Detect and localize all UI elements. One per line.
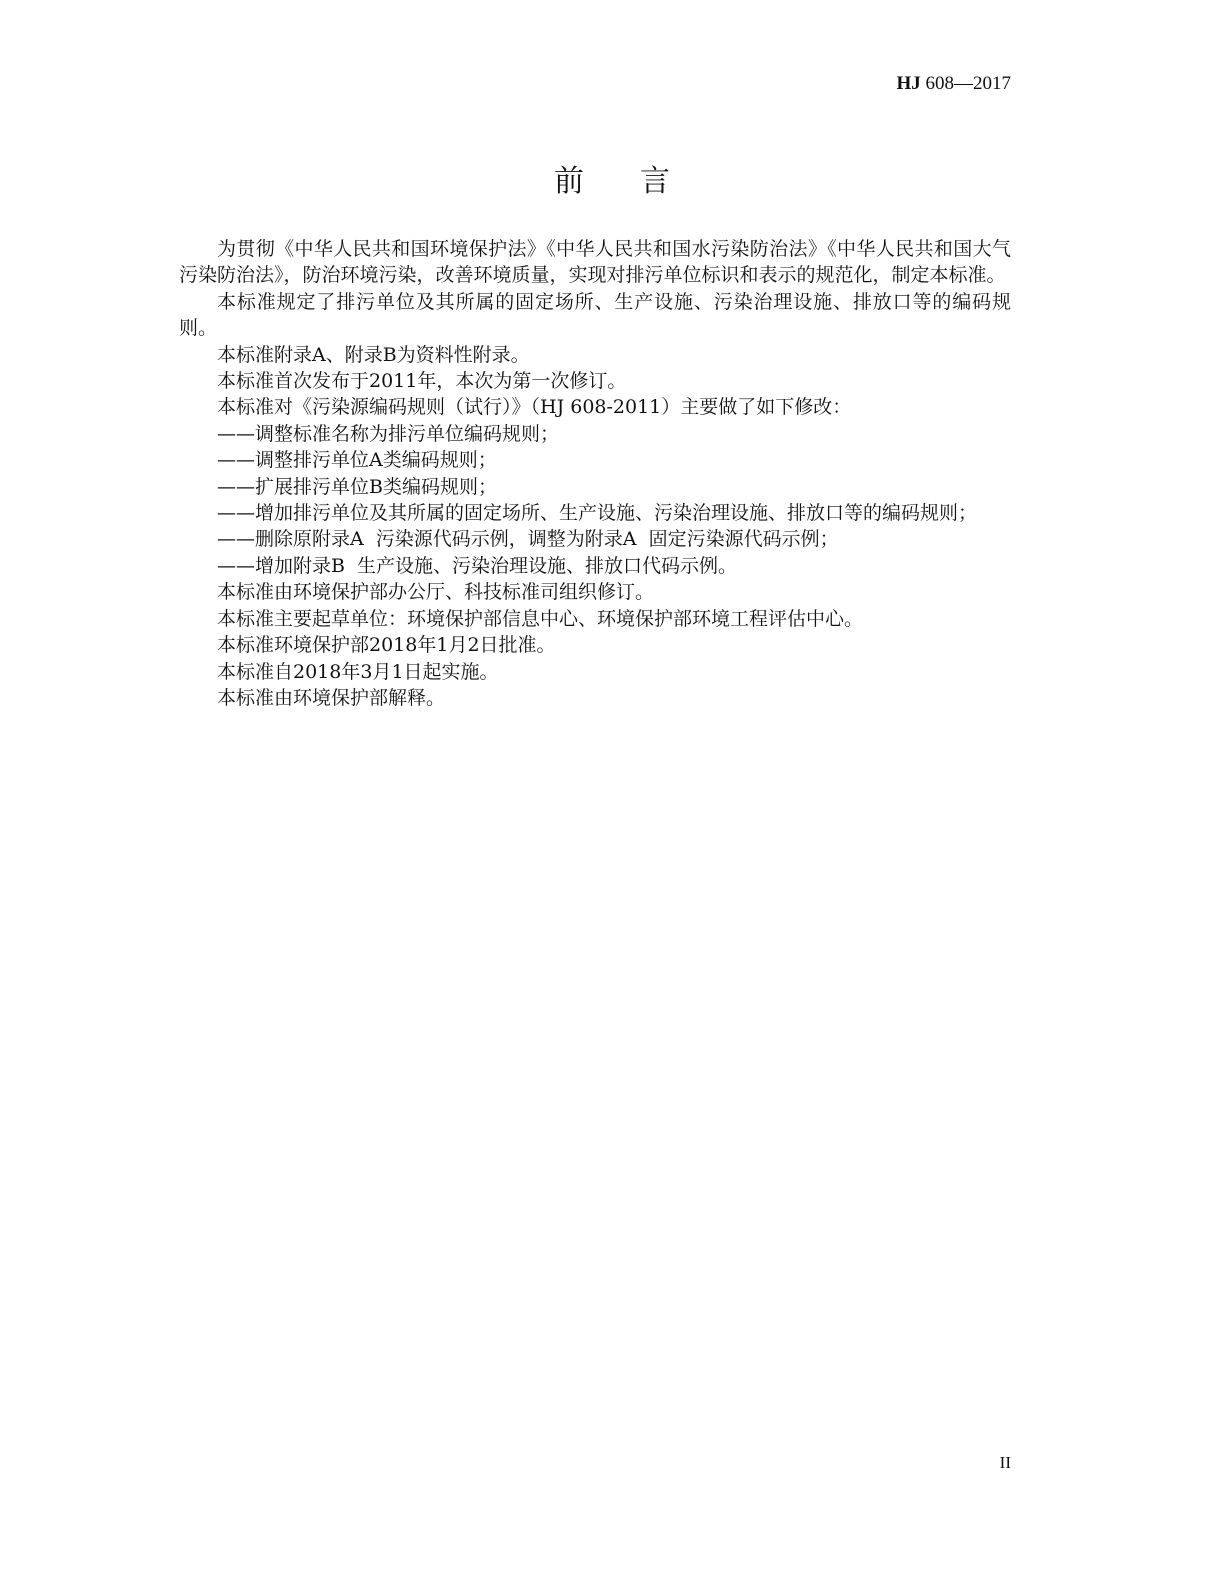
- list-item-change: ——调整标准名称为排污单位编码规则；: [217, 422, 560, 445]
- paragraph-purpose: 为贯彻《中华人民共和国环境保护法》《中华人民共和国水污染防治法》《中华人民共和国大气污染防治法》，防治环境污染，改善环境质量，实现对排污单位标识和表示的规范化，制定本标准。: [179, 238, 1011, 287]
- paragraph-changes-intro: 本标准对《污染源编码规则（试行）》（HJ 608-2011）主要做了如下修改：: [217, 396, 852, 419]
- paragraph-organizer: 本标准由环境保护部办公厅、科技标准司组织修订。: [217, 581, 655, 604]
- paragraph-history: 本标准首次发布于2011年，本次为第一次修订。: [217, 370, 627, 393]
- paragraph-appendix: 本标准附录A、附录B为资料性附录。: [217, 343, 530, 366]
- standard-code-prefix: HJ: [896, 73, 921, 94]
- standard-code-header: [896, 72, 1011, 96]
- list-item-change: ——调整排污单位A类编码规则；: [217, 449, 497, 472]
- standard-code-number: 608—2017: [920, 73, 1011, 94]
- paragraph-drafters: 本标准主要起草单位：环境保护部信息中心、环境保护部环境工程评估中心。: [217, 607, 864, 630]
- list-item-change: ——增加排污单位及其所属的固定场所、生产设施、污染治理设施、排放口等的编码规则；: [217, 502, 978, 525]
- page-title: 前言: [554, 164, 726, 200]
- foreword-body: [179, 236, 1011, 711]
- list-item-change: ——删除原附录A 污染源代码示例，调整为附录A 固定污染源代码示例；: [217, 528, 839, 551]
- list-item-change: ——扩展排污单位B类编码规则；: [217, 475, 497, 498]
- list-item-change: ——增加附录B 生产设施、污染治理设施、排放口代码示例。: [217, 554, 738, 577]
- paragraph-scope: 本标准规定了排污单位及其所属的固定场所、生产设施、污染治理设施、排放口等的编码规则。: [179, 290, 1011, 340]
- paragraph-interpretation: 本标准由环境保护部解释。: [217, 686, 446, 709]
- page-number: II: [999, 1453, 1011, 1472]
- paragraph-approval: 本标准环境保护部2018年1月2日批准。: [217, 634, 556, 657]
- paragraph-effective-date: 本标准自2018年3月1日起实施。: [217, 660, 499, 683]
